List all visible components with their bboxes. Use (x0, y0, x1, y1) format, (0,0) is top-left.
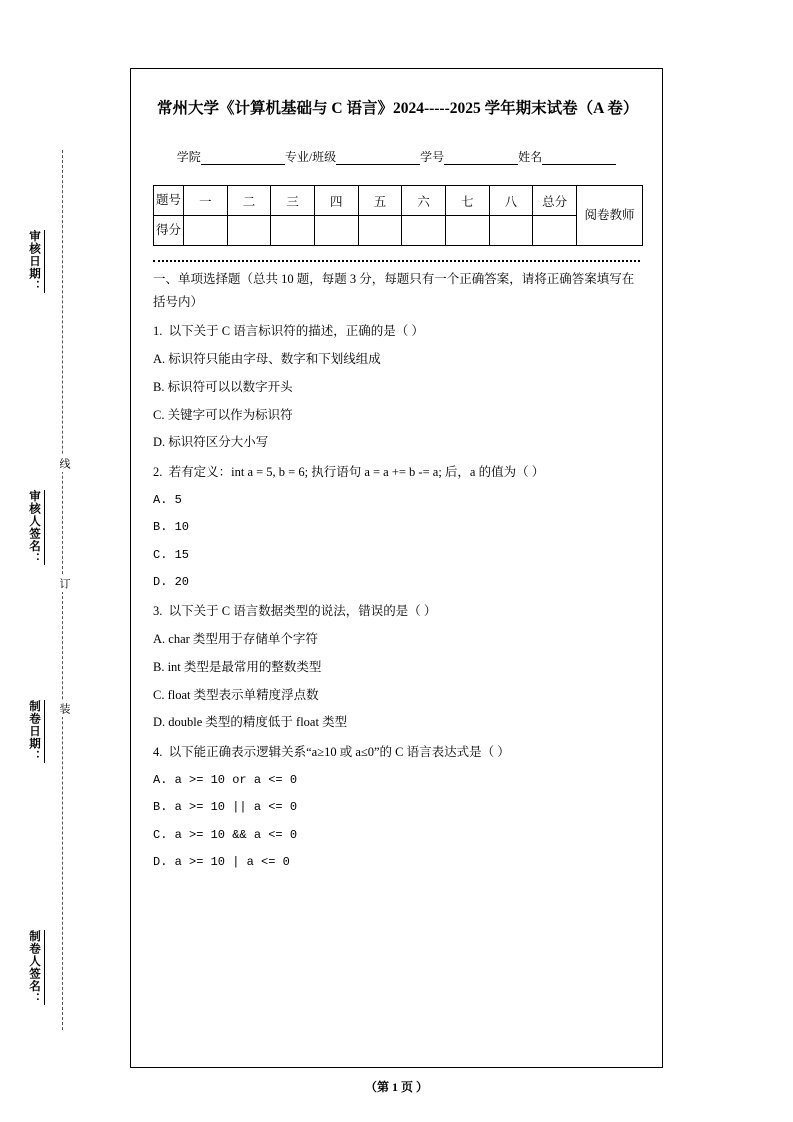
option-1-c[interactable]: C. 关键字可以作为标识符 (153, 407, 293, 422)
table-row (154, 216, 643, 246)
option-2-c[interactable]: C. 15 (153, 547, 190, 562)
option-3-c[interactable]: C. float 类型表示单精度浮点数 (153, 687, 319, 702)
identity-line (153, 148, 640, 165)
major-label: 专业/班级 (284, 150, 337, 165)
option-1-a[interactable]: A. 标识符只能由字母、数字和下划线组成 (153, 352, 381, 367)
option-4-d[interactable]: D. a >= 10 | a <= 0 (153, 855, 290, 870)
question-number-4: 4. (153, 745, 163, 760)
option-3-a[interactable]: A. char 类型用于存储单个字符 (153, 632, 318, 647)
student-id-label: 学号 (420, 150, 445, 165)
row-header-score: 得分 (154, 216, 184, 246)
college-blank[interactable] (201, 164, 285, 165)
question-stem-2 (153, 461, 640, 485)
score-cell-4[interactable] (314, 216, 358, 246)
question-stem-3 (153, 600, 640, 624)
exam-sheet (130, 68, 663, 1068)
option-1-d[interactable]: D. 标识符区分大小写 (153, 435, 269, 450)
college-label: 学院 (176, 150, 201, 165)
option-3-d[interactable]: D. double 类型的精度低于 float 类型 (153, 715, 348, 730)
page-footer: （第 1 页 ） (364, 1080, 428, 1094)
cell-q1: 一 (184, 186, 228, 216)
question-stem-4 (153, 741, 640, 765)
cell-q7: 七 (445, 186, 489, 216)
paper-date-label: 制卷日期： (26, 700, 45, 763)
name-label: 姓名 (518, 150, 543, 165)
question-text-2: 若有定义：int a = 5, b = 6; 执行语句 a = a += b -= a; 后，a 的值为（ ） (168, 465, 545, 480)
row-header-question-number: 题号 (154, 186, 184, 216)
question-number-3: 3. (153, 604, 163, 619)
dotted-divider (153, 260, 640, 262)
score-cell-5[interactable] (358, 216, 402, 246)
question-text-4: 以下能正确表示逻辑关系“a≥10 或 a≤0”的 C 语言表达式是（ ） (168, 745, 510, 760)
cell-q4: 四 (314, 186, 358, 216)
cell-q8: 八 (489, 186, 533, 216)
fold-word-pack: 装 (56, 700, 72, 717)
cell-q2: 二 (227, 186, 271, 216)
option-4-b[interactable]: B. a >= 10 || a <= 0 (153, 800, 298, 815)
cell-q5: 五 (358, 186, 402, 216)
option-4-a[interactable]: A. a >= 10 or a <= 0 (153, 772, 298, 787)
paper-author-signature-label: 制卷人签名： (26, 930, 45, 1005)
fold-word-line: 线 (56, 455, 72, 472)
cell-grading-teacher: 阅卷教师 (577, 186, 643, 246)
score-cell-1[interactable] (184, 216, 228, 246)
question-stem-1 (153, 320, 640, 344)
fold-word-bind: 订 (56, 575, 72, 592)
question-text-3: 以下关于 C 语言数据类型的说法，错误的是（ ） (168, 604, 437, 619)
cell-total: 总分 (533, 186, 577, 216)
option-1-b[interactable]: B. 标识符可以以数字开头 (153, 379, 293, 394)
score-cell-2[interactable] (227, 216, 271, 246)
table-row (154, 186, 643, 216)
option-2-a[interactable]: A. 5 (153, 492, 182, 507)
page-title: 常州大学《计算机基础与 C 语言》2024-----2025 学年期末试卷（A 卷） (157, 100, 639, 117)
score-cell-8[interactable] (489, 216, 533, 246)
cell-q6: 六 (402, 186, 446, 216)
left-margin-annotations (0, 0, 130, 1122)
cell-q3: 三 (271, 186, 315, 216)
option-2-b[interactable]: B. 10 (153, 520, 190, 535)
option-4-c[interactable]: C. a >= 10 && a <= 0 (153, 827, 298, 842)
score-table (153, 185, 643, 246)
student-id-blank[interactable] (444, 164, 518, 165)
major-blank[interactable] (336, 164, 420, 165)
review-date-label: 审核日期： (26, 230, 45, 293)
question-text-1: 以下关于 C 语言标识符的描述，正确的是（ ） (168, 324, 424, 339)
score-cell-6[interactable] (402, 216, 446, 246)
option-3-b[interactable]: B. int 类型是最常用的整数类型 (153, 659, 322, 674)
section-heading: 一、单项选择题（总共 10 题，每题 3 分，每题只有一个正确答案，请将正确答案填写在括号内） (153, 272, 635, 310)
option-2-d[interactable]: D. 20 (153, 575, 190, 590)
name-blank[interactable] (542, 164, 616, 165)
score-cell-7[interactable] (445, 216, 489, 246)
question-number-1: 1. (153, 324, 163, 339)
question-number-2: 2. (153, 465, 163, 480)
reviewer-signature-label: 审核人签名： (26, 490, 45, 565)
score-cell-total[interactable] (533, 216, 577, 246)
score-cell-3[interactable] (271, 216, 315, 246)
